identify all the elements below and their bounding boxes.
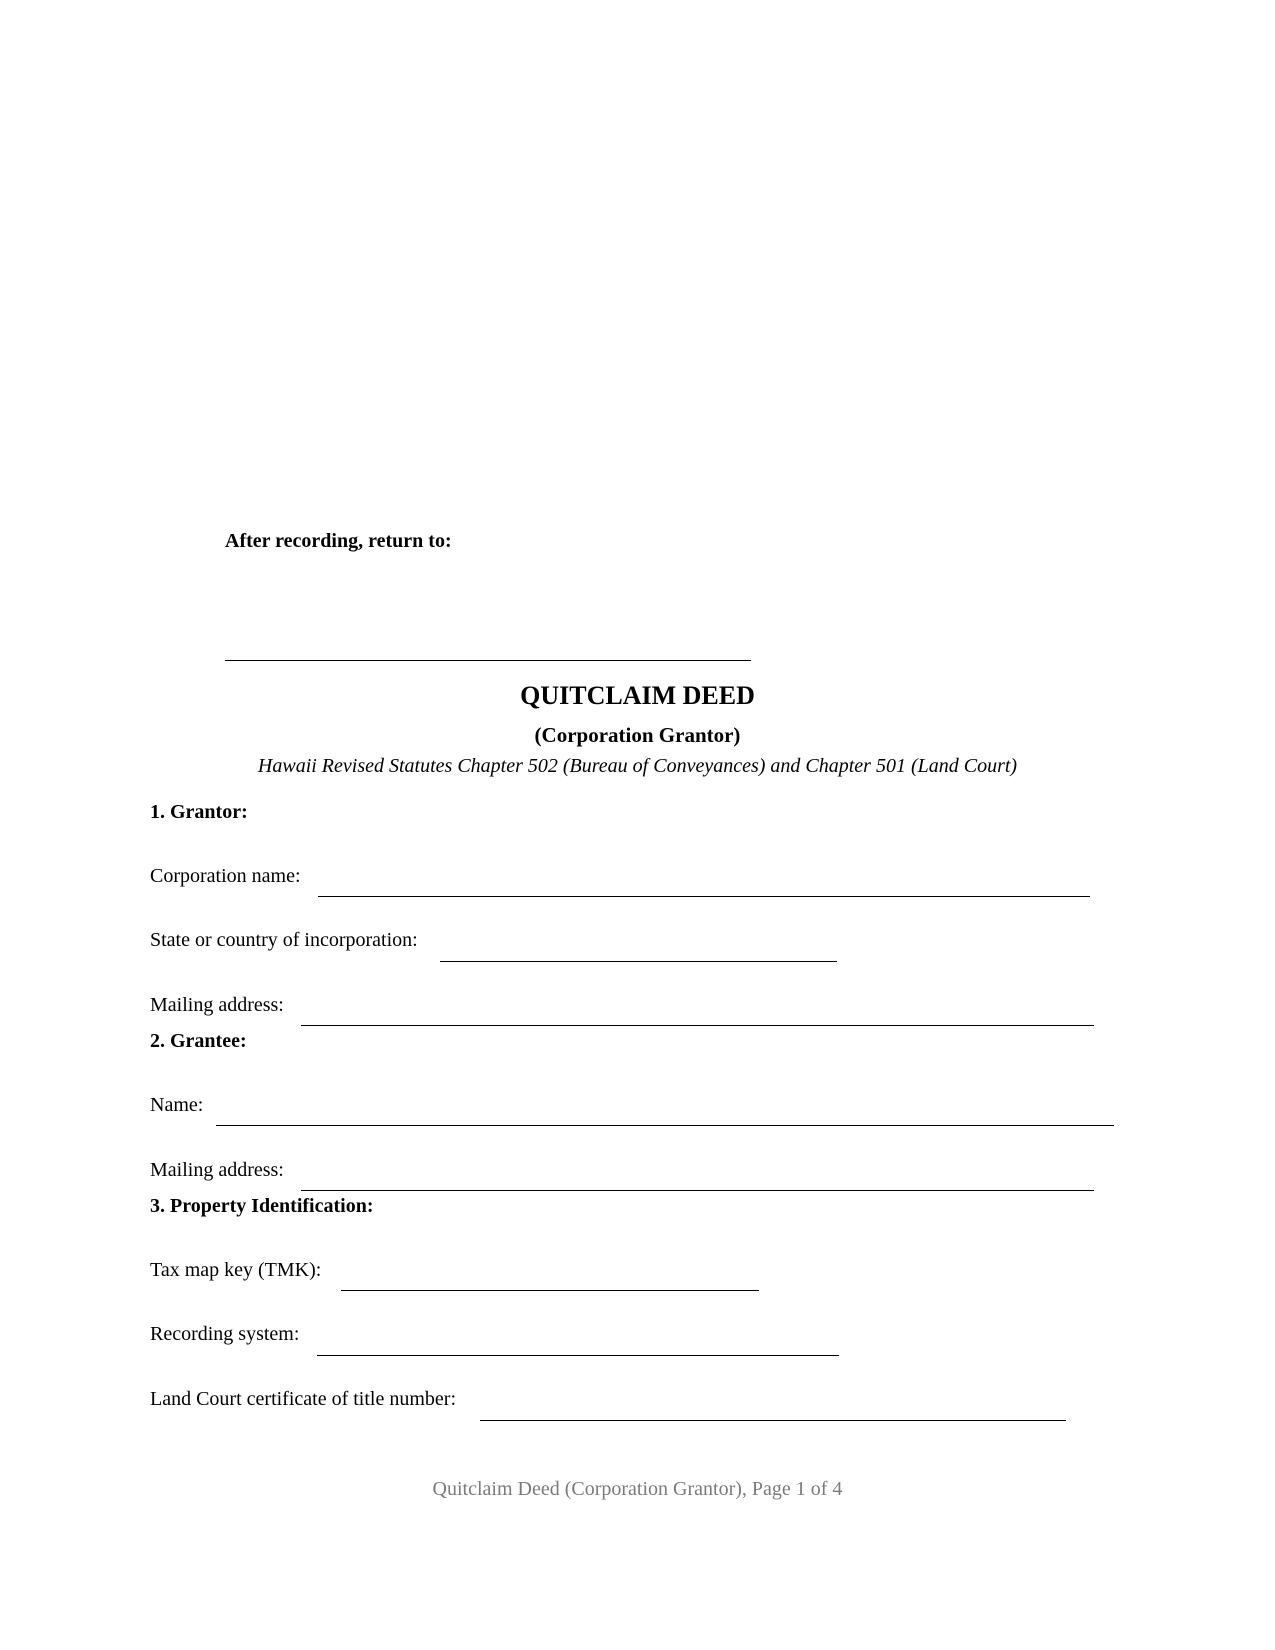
return-to-label: After recording, return to: [225,530,452,552]
corporation-name-field[interactable] [318,896,1090,897]
corporation-name-label: Corporation name: [150,865,301,887]
page-footer: Quitclaim Deed (Corporation Grantor), Page 1 of 4 [432,1478,843,1500]
state-of-incorporation-label: State or country of incorporation: [150,929,418,951]
grantee-name-field[interactable] [216,1125,1114,1126]
recording-system-label: Recording system: [150,1323,300,1345]
certificate-of-title-field[interactable] [480,1420,1066,1421]
grantor-mailing-address-label: Mailing address: [150,994,284,1016]
return-to-line[interactable] [225,660,751,661]
state-of-incorporation-field[interactable] [440,961,837,962]
recording-system-field[interactable] [317,1355,839,1356]
certificate-of-title-label: Land Court certificate of title number: [150,1388,456,1410]
tmk-field[interactable] [341,1290,759,1291]
document-subtitle: (Corporation Grantor) [534,723,741,747]
grantee-mailing-address-field[interactable] [301,1190,1094,1191]
grantee-name-label: Name: [150,1094,204,1116]
grantor-heading: 1. Grantor: [150,801,248,823]
grantor-mailing-address-field[interactable] [301,1025,1094,1026]
grantee-mailing-address-label: Mailing address: [150,1159,284,1181]
document-title: QUITCLAIM DEED [520,681,755,710]
tmk-label: Tax map key (TMK): [150,1259,322,1281]
grantee-heading: 2. Grantee: [150,1030,247,1052]
property-identification-heading: 3. Property Identification: [150,1195,374,1217]
statute-reference: Hawaii Revised Statutes Chapter 502 (Bureau of Conveyances) and Chapter 501 (Land Court) [257,755,1018,777]
